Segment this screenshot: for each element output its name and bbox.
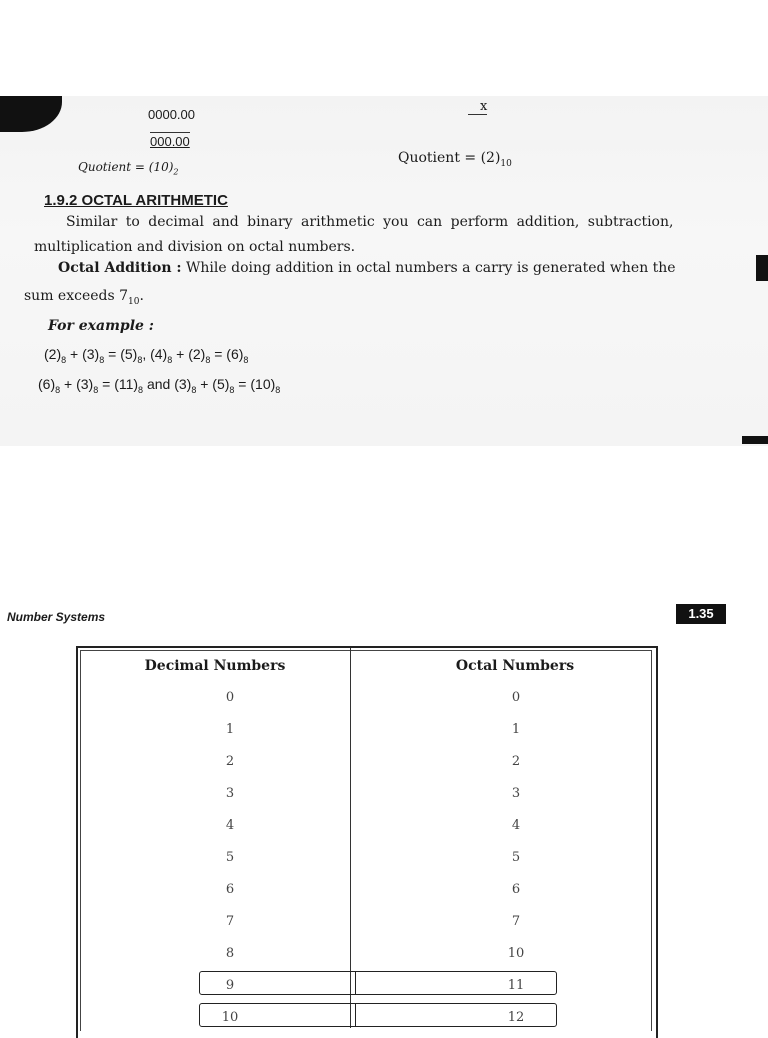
x-mark: x — [468, 99, 487, 115]
paragraph-line: sum exceeds $7_{10}$. — [24, 288, 144, 307]
octal-cell: 4 — [511, 818, 521, 833]
paragraph-line: Similar to decimal and binary arithmetic you can perform addition, subtraction, — [66, 214, 674, 230]
decimal-cell: 1 — [225, 722, 235, 737]
decimal-cell: 7 — [225, 914, 235, 929]
octal-cell: 7 — [511, 914, 521, 929]
column-header-octal: Octal Numbers — [455, 658, 575, 674]
octal-cell: 1 — [511, 722, 521, 737]
calc-line: 0000.00 — [148, 107, 195, 122]
example-label: For example : — [48, 318, 154, 334]
decimal-cell: 9 — [225, 978, 235, 993]
decimal-cell: 2 — [225, 754, 235, 769]
section-title: Number Systems — [7, 610, 106, 624]
decimal-cell: 3 — [225, 786, 235, 801]
octal-cell: 6 — [511, 882, 521, 897]
decimal-cell: 0 — [225, 690, 235, 705]
paragraph-line: multiplication and division on octal numbers. — [34, 239, 356, 255]
octal-cell: 2 — [511, 754, 521, 769]
decimal-cell: 6 — [225, 882, 235, 897]
equation-line: $(6)_8 + (3)_8 = (11)_8$ and $(3)_8 + (5)_8 = (10)_8$ — [38, 376, 281, 395]
octal-cell: 0 — [511, 690, 521, 705]
decimal-cell: 5 — [225, 850, 235, 865]
quotient-right: Quotient = $(2)_{10}$ — [398, 150, 512, 169]
scan-edge-mark — [756, 255, 768, 281]
column-header-decimal: Decimal Numbers — [144, 658, 286, 674]
octal-cell: 12 — [507, 1010, 525, 1025]
page-number-badge: 1.35 — [676, 604, 726, 624]
paragraph-line: Octal Addition : While doing addition in octal numbers a carry is generated when the — [58, 260, 676, 276]
scan-edge-mark — [742, 436, 768, 444]
quotient-left: Quotient = $(10)_2$ — [78, 160, 179, 177]
decimal-cell: 10 — [221, 1010, 239, 1025]
calc-line: 000.00 — [150, 134, 190, 149]
equation-line: $(2)_8 + (3)_8 = (5)_8$, $(4)_8 + (2)_8 = (6)_8$ — [44, 346, 249, 365]
decimal-cell: 4 — [225, 818, 235, 833]
octal-cell: 3 — [511, 786, 521, 801]
decimal-cell: 8 — [225, 946, 235, 961]
octal-cell: 5 — [511, 850, 521, 865]
section-heading: 1.9.2 OCTAL ARITHMETIC — [44, 192, 228, 209]
octal-cell: 11 — [507, 978, 525, 993]
octal-cell: 10 — [507, 946, 525, 961]
